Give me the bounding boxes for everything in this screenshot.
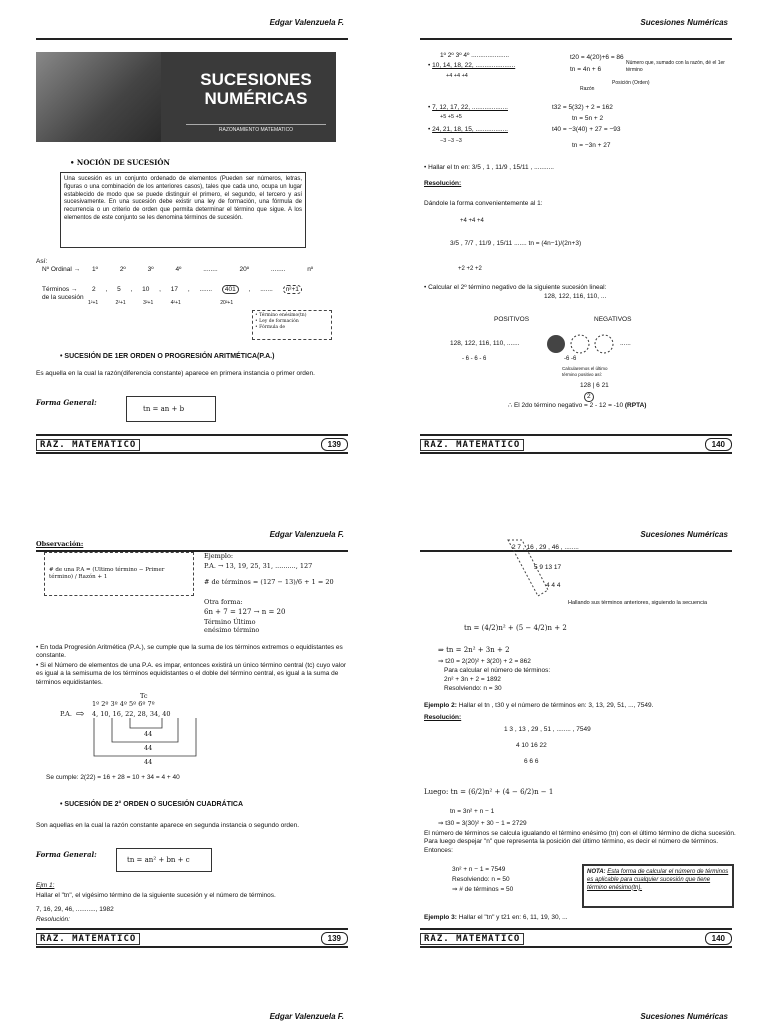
ejm-text: Hallar el "tn", el vigésimo término de la siguiente sucesión y el número de términos.: [36, 892, 276, 899]
seq-row3: 4 4 4: [546, 582, 561, 589]
negativos: NEGATIVOS: [594, 316, 632, 323]
section-heading-pa: • SUCESIÓN DE 1ER ORDEN O PROGRESIÓN ARITMÉTICA(P.A.): [60, 353, 275, 360]
page-number: 140: [705, 932, 732, 945]
tc-label: Tc: [140, 692, 148, 700]
arrow-icon: ⇨: [76, 709, 85, 720]
forma-label: Forma General:: [36, 850, 97, 859]
ordinals-row: 1º 2º 3º 4º ........ 20º ........ nº: [92, 266, 314, 273]
footer-label: RAZ. MATEMATICO: [36, 933, 140, 945]
top-plus: +4 +4 +4: [460, 218, 484, 224]
ejemplo3: Ejemplo 3: Hallar el "tn" y t21 en: 6, 11, 19, 30, ...: [424, 914, 568, 921]
page-139-top: [0, 0, 384, 512]
seq1: • 10, 14, 18, 22, ......................: [428, 62, 516, 69]
t40: t40 = −3(40) + 27 = −93: [552, 126, 621, 133]
n-terms: # de términos = (127 − 13)/6 + 1 = 20: [204, 578, 334, 586]
ejm-resol: Resolución:: [36, 916, 70, 923]
resolv2: Resolviendo: n = 50: [452, 876, 510, 883]
calc-seq: 128, 122, 116, 110, ...: [544, 293, 607, 300]
page-number: 139: [321, 438, 348, 451]
banner-subtitle: RAZONAMIENTO MATEMATICO: [186, 124, 326, 133]
eq: 2n² + 3n + 2 = 1892: [444, 676, 501, 683]
page-139-bottom: [0, 512, 384, 1024]
ordinals: 1º 2º 3º 4º .....................: [440, 52, 510, 59]
next-page-author: Edgar Valenzuela F.: [269, 1012, 344, 1021]
banner-image: [36, 52, 161, 142]
result: ∴ El 2do término negativo = 2 - 12 = -10 (RPTA): [508, 402, 647, 409]
pa-label: P.A.: [60, 710, 72, 718]
dashed-wedge: [508, 540, 568, 600]
seq3: • 24, 21, 18, 15, ..................: [428, 126, 508, 133]
nterms: ⇒ # de términos = 50: [452, 886, 514, 893]
nota-box: NOTA: Esta forma de calcular el número de términos es aplicable para cualquier sucesión que tiene término enésimo(tn).: [582, 864, 734, 908]
sum44-b: 44: [144, 744, 153, 752]
observacion: Observación:: [36, 540, 84, 548]
header-rule: [420, 38, 732, 40]
section-heading: • NOCIÓN DE SUCESIÓN: [70, 158, 170, 167]
hallar: • Hallar el tn en: 3/5 , 1 , 11/9 , 15/11 , ...........: [424, 164, 554, 171]
tn2: tn = 3n² + n − 1: [450, 808, 495, 815]
positivos: POSITIVOS: [494, 316, 530, 323]
diffs: - 6 - 6 - 6: [462, 356, 487, 362]
footer: [420, 434, 732, 454]
def-2nd: Son aquellas en la cual la razón constante aparece en segunda instancia o segundo orden.: [36, 822, 300, 829]
otra-forma: Otra forma:: [204, 598, 243, 606]
title-banner: [36, 52, 336, 142]
header-rule: [36, 38, 348, 40]
minus3: −3 −3 −3: [440, 138, 462, 144]
footer-label: RAZ. MATEMATICO: [420, 439, 524, 451]
forma-box: tn = an² + bn + c: [116, 848, 212, 872]
section-heading-2nd: • SUCESIÓN DE 2° ORDEN O SUCESIÓN CUADRÁTICA: [60, 801, 244, 808]
terms-row: 2 , 5 , 10 , 17 , ....... 401 , ....... n²+1: [92, 286, 302, 294]
page-author: Edgar Valenzuela F.: [269, 18, 344, 27]
calc-note: Calcularemos el último término positivo así:: [562, 366, 608, 377]
seq-row2: 5 9 13 17: [534, 564, 562, 571]
otra-lbl: Término Último: [204, 618, 256, 626]
hallando: Hallando sus términos anteriores, siguiendo la secuencia: [568, 600, 708, 606]
bot-plus: +2 +2 +2: [458, 266, 482, 272]
t32: t32 = 5(32) + 2 = 162: [552, 104, 613, 111]
pa-text: Es aquella en la cual la razón(diferencia constante) aparece en primera instancia o primer orden.: [36, 370, 315, 377]
calc: • Calcular el 2º término negativo de la siguiente sucesión lineal:: [424, 284, 607, 291]
next-page-subject: Sucesiones Numéricas: [640, 1012, 728, 1021]
dashed-circles: [570, 334, 620, 354]
ordinal-label: Nº Ordinal →: [42, 266, 81, 273]
footer: [420, 928, 732, 948]
formula-box: # de una P.A = (Ultimo término − Primer término) / Razón + 1: [44, 552, 194, 596]
page-author: Edgar Valenzuela F.: [269, 530, 344, 539]
forma-box: tn = an + b: [126, 396, 216, 422]
remainder: 2: [584, 392, 594, 402]
diffs2: -6 -6: [564, 356, 577, 362]
otra-eq: 6n + 7 = 127 → n = 20: [204, 608, 286, 616]
page-subject: Sucesiones Numéricas: [640, 18, 728, 27]
resolv: Resolviendo: n = 30: [444, 685, 502, 692]
seq2-row2: 4 10 16 22: [516, 742, 547, 749]
bullet-1: • En toda Progresión Aritmética (P.A.), se cumple que la suma de los términos extremos o equidistantes es constante.: [36, 644, 343, 660]
asi-label: Así:: [36, 258, 48, 265]
page-subject: Sucesiones Numéricas: [640, 530, 728, 539]
pa-ordinals: 1º 2º 3º 4º 5º 6º 7º: [92, 700, 155, 708]
ejm-seq: 7, 16, 29, 46, ..........., 1982: [36, 906, 114, 913]
page-140-top: [384, 0, 768, 512]
plus5: +5 +5 +5: [440, 114, 462, 120]
tn1: tn = 4n + 6: [570, 66, 602, 73]
page-number: 140: [705, 438, 732, 451]
para: Para calcular el número de términos:: [444, 667, 551, 674]
plus4: +4 +4 +4: [446, 73, 468, 79]
eq2: 3n² + n − 1 = 7549: [452, 866, 506, 873]
footer-label: RAZ. MATEMATICO: [420, 933, 524, 945]
para2: El número de términos se calcula igualando el término enésimo (tn) con el último término de dicha sucesión. Para luego despejar "n" que representa la posición del último término, es decir el número de términos. Entonces:: [424, 830, 736, 854]
resolucion: Resolución:: [424, 714, 462, 721]
under-terms: 1²+1 2²+1 3²+1 4²+1 20²+1: [88, 300, 234, 306]
neg-seq: ......: [620, 340, 631, 347]
tn3: tn = −3n + 27: [572, 142, 611, 149]
seq2-top: 1 3 , 13 , 29 , 51 , ........ , 7549: [504, 726, 591, 733]
posicion: Posición (Orden): [612, 80, 650, 86]
sum44-a: 44: [144, 730, 153, 738]
sum44-c: 44: [144, 758, 153, 766]
seq-top: 2 7 , 16 , 29 , 46 , ........: [512, 544, 579, 551]
ejm-label: Ejm 1:: [36, 882, 55, 889]
pos-seq: 128, 122, 116, 110, .......: [450, 340, 520, 347]
pa-values: 4, 10, 16, 22, 28, 34, 40: [92, 710, 171, 718]
page-number: 139: [321, 932, 348, 945]
definition-box: Una sucesión es un conjunto ordenado de elementos (Pueden ser números, letras, figuras o una combinación de los anteriores casos), tales que cada uno, ocupa un lugar establecido de modo que se puede distinguir el primero, el segundo, el tercero y así sucesivamente. En una sucesión debe existir una ley de formación, una fórmula de recurrencia o un criterio de orden que permita determinar el término que sigue. A los elementos de este conjunto se les denomina términos de sucesión.: [60, 172, 306, 248]
bullet-2: • Si el Número de elementos de una P.A. es impar, entonces existirá un único término central (tc) cuyo valor es igual a la semisuma de los términos equidistantes o el doble del término central, es igual a la suma de términos equidistantes.: [36, 662, 346, 686]
razon: Razón: [580, 86, 595, 92]
fractions: 3/5 , 7/7 , 11/9 , 15/11 ....... tn = (4n−1)/(2n+3): [450, 240, 582, 247]
otra-lbl2: enésimo término: [204, 626, 260, 634]
footer: [36, 928, 348, 948]
seq2-row3: 6 6 6: [524, 758, 539, 765]
tn-simpl: ⇒ tn = 2n² + 3n + 2: [438, 646, 510, 654]
luego: Luego: tn = (6/2)n² + (4 − 6/2)n − 1: [424, 788, 554, 796]
t20: t20 = 4(20)+6 = 86: [570, 54, 624, 61]
footer-label: RAZ. MATEMATICO: [36, 439, 140, 451]
forma-label: Forma General:: [36, 398, 97, 407]
page-140-bottom: [384, 512, 768, 1024]
se-cumple: Se cumple: 2(22) = 16 + 28 = 10 + 34 = 4 + 40: [46, 774, 180, 781]
dandole: Dándole la forma convenientemente al 1:: [424, 200, 543, 207]
ejemplo: Ejemplo:: [204, 552, 234, 560]
note1: Número que, sumado con la razón, dé el 1er término: [626, 60, 725, 73]
legend-box: • Término enésimo(tn) • Ley de formación • Fórmula de: [252, 310, 332, 340]
tn2: tn = 5n + 2: [572, 115, 604, 122]
ejemplo2: Ejemplo 2: Hallar el tn , t30 y el número de términos en: 3, 13, 29, 51, ..., 7549.: [424, 702, 654, 709]
footer: [36, 434, 348, 454]
seq2: • 7, 12, 17, 22, ....................: [428, 104, 508, 111]
tn-formula: tn = (4/2)n² + (5 − 4/2)n + 2: [464, 624, 567, 632]
t30: ⇒ t30 = 3(30)² + 30 − 1 = 2729: [438, 820, 527, 827]
banner-title: SUCESIONES NUMÉRICAS: [200, 70, 312, 108]
resolucion: Resolución:: [424, 180, 462, 187]
t20: ⇒ t20 = 2(20)² + 3(20) + 2 = 862: [438, 658, 531, 665]
division: 128 | 6 21: [580, 382, 609, 389]
pa-seq: P.A. → 13, 19, 25, 31, .........., 127: [204, 562, 313, 570]
terms-label: Términos → de la sucesión: [42, 286, 84, 302]
